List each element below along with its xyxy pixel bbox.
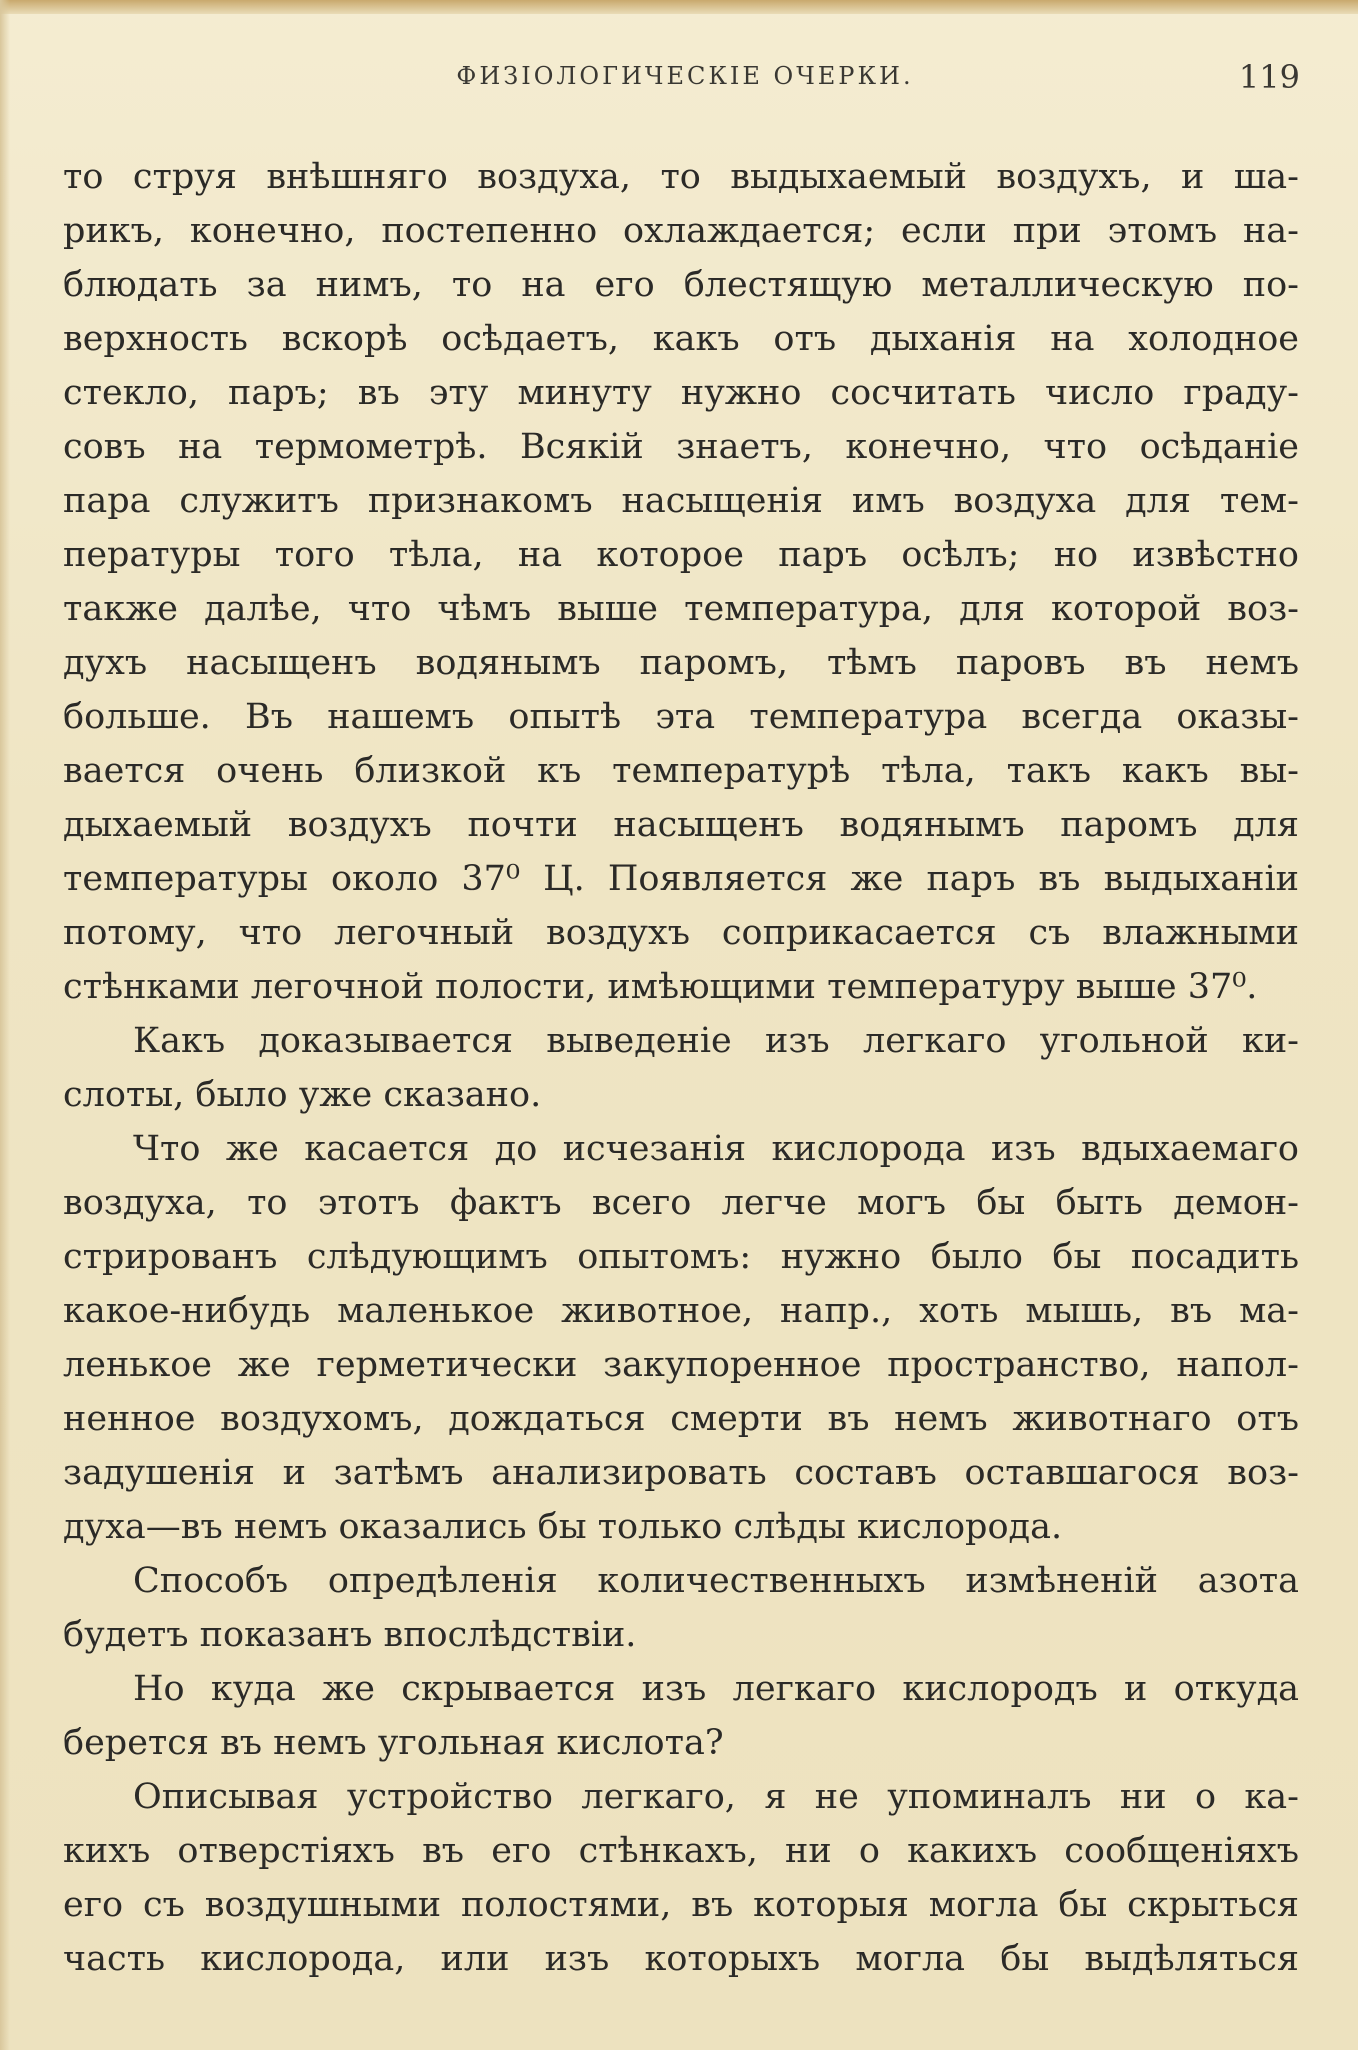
text-line: верхность вскорѣ осѣдаетъ, какъ отъ дыханiя на холодное — [63, 319, 1299, 359]
text-line: Но куда же скрывается изъ легкаго кислородъ и откуда — [133, 1669, 1299, 1709]
text-line: берется въ немъ угольная кислота? — [63, 1723, 724, 1763]
text-line: его съ воздушными полостями, въ которыя могла бы скрыться — [63, 1885, 1299, 1925]
text-line: стѣнками легочной полости, имѣющими температуру выше 37⁰. — [63, 967, 1258, 1007]
text-line: совъ на термометрѣ. Всякiй знаетъ, конечно, что осѣданiе — [63, 427, 1299, 467]
text-line: Что же касается до исчезанiя кислорода изъ вдыхаемаго — [133, 1129, 1299, 1169]
text-line: какое-нибудь маленькое животное, напр., хоть мышь, въ ма- — [63, 1291, 1299, 1331]
text-line: Какъ доказывается выведенiе изъ легкаго угольной ки- — [133, 1021, 1299, 1061]
text-line: стрированъ слѣдующимъ опытомъ: нужно было бы посадить — [63, 1237, 1299, 1277]
page-left-edge — [0, 0, 10, 2050]
text-line: Описывая устройство легкаго, я не упоминалъ ни о ка- — [133, 1777, 1299, 1817]
text-line: слоты, было уже сказано. — [63, 1075, 542, 1115]
text-line: стекло, паръ; въ эту минуту нужно сосчитать число граду- — [63, 373, 1299, 413]
running-title: ФИЗIОЛОГИЧЕСКIЕ ОЧЕРКИ. — [456, 62, 914, 90]
text-line: потому, что легочный воздухъ соприкасается съ влажными — [63, 913, 1299, 953]
text-line: кихъ отверстiяхъ въ его стѣнкахъ, ни о какихъ сообщенiяхъ — [63, 1831, 1299, 1871]
text-line: задушенiя и затѣмъ анализировать составъ оставшагося воз- — [63, 1453, 1299, 1493]
text-line: ленькое же герметически закупоренное пространство, напол- — [63, 1345, 1299, 1385]
text-line: температуры около 37⁰ Ц. Появляется же паръ въ выдыханiи — [63, 859, 1299, 899]
page-top-edge — [0, 0, 1358, 14]
text-line: часть кислорода, или изъ которыхъ могла бы выдѣляться — [63, 1939, 1299, 1979]
text-line: рикъ, конечно, постепенно охлаждается; если при этомъ на- — [63, 211, 1299, 251]
text-line: больше. Въ нашемъ опытѣ эта температура всегда оказы- — [63, 697, 1299, 737]
text-line: пературы того тѣла, на которое паръ осѣлъ; но извѣстно — [63, 535, 1299, 575]
text-line: Способъ опредѣленiя количественныхъ измѣненiй азота — [133, 1561, 1299, 1601]
text-line: вается очень близкой къ температурѣ тѣла, такъ какъ вы- — [63, 751, 1299, 791]
text-line: духъ насыщенъ водянымъ паромъ, тѣмъ паровъ въ немъ — [63, 643, 1299, 683]
text-line: дыхаемый воздухъ почти насыщенъ водянымъ паромъ для — [63, 805, 1299, 845]
text-line: воздуха, то этотъ фактъ всего легче могъ бы быть демон- — [63, 1183, 1299, 1223]
text-line: духа—въ немъ оказались бы только слѣды кислорода. — [63, 1507, 1063, 1547]
text-line: пара служитъ признакомъ насыщенiя имъ воздуха для тем- — [63, 481, 1299, 521]
text-line: блюдать за нимъ, то на его блестящую металлическую по- — [63, 265, 1299, 305]
body-text — [63, 150, 1299, 1986]
text-line: то струя внѣшняго воздуха, то выдыхаемый воздухъ, и ша- — [63, 157, 1299, 197]
running-head — [70, 60, 1300, 100]
text-line: ненное воздухомъ, дождаться смерти въ немъ животнаго отъ — [63, 1399, 1299, 1439]
text-line: также далѣе, что чѣмъ выше температура, для которой воз- — [63, 589, 1299, 629]
text-line: будетъ показанъ впослѣдствiи. — [63, 1615, 637, 1655]
page-number: 119 — [1238, 58, 1300, 96]
